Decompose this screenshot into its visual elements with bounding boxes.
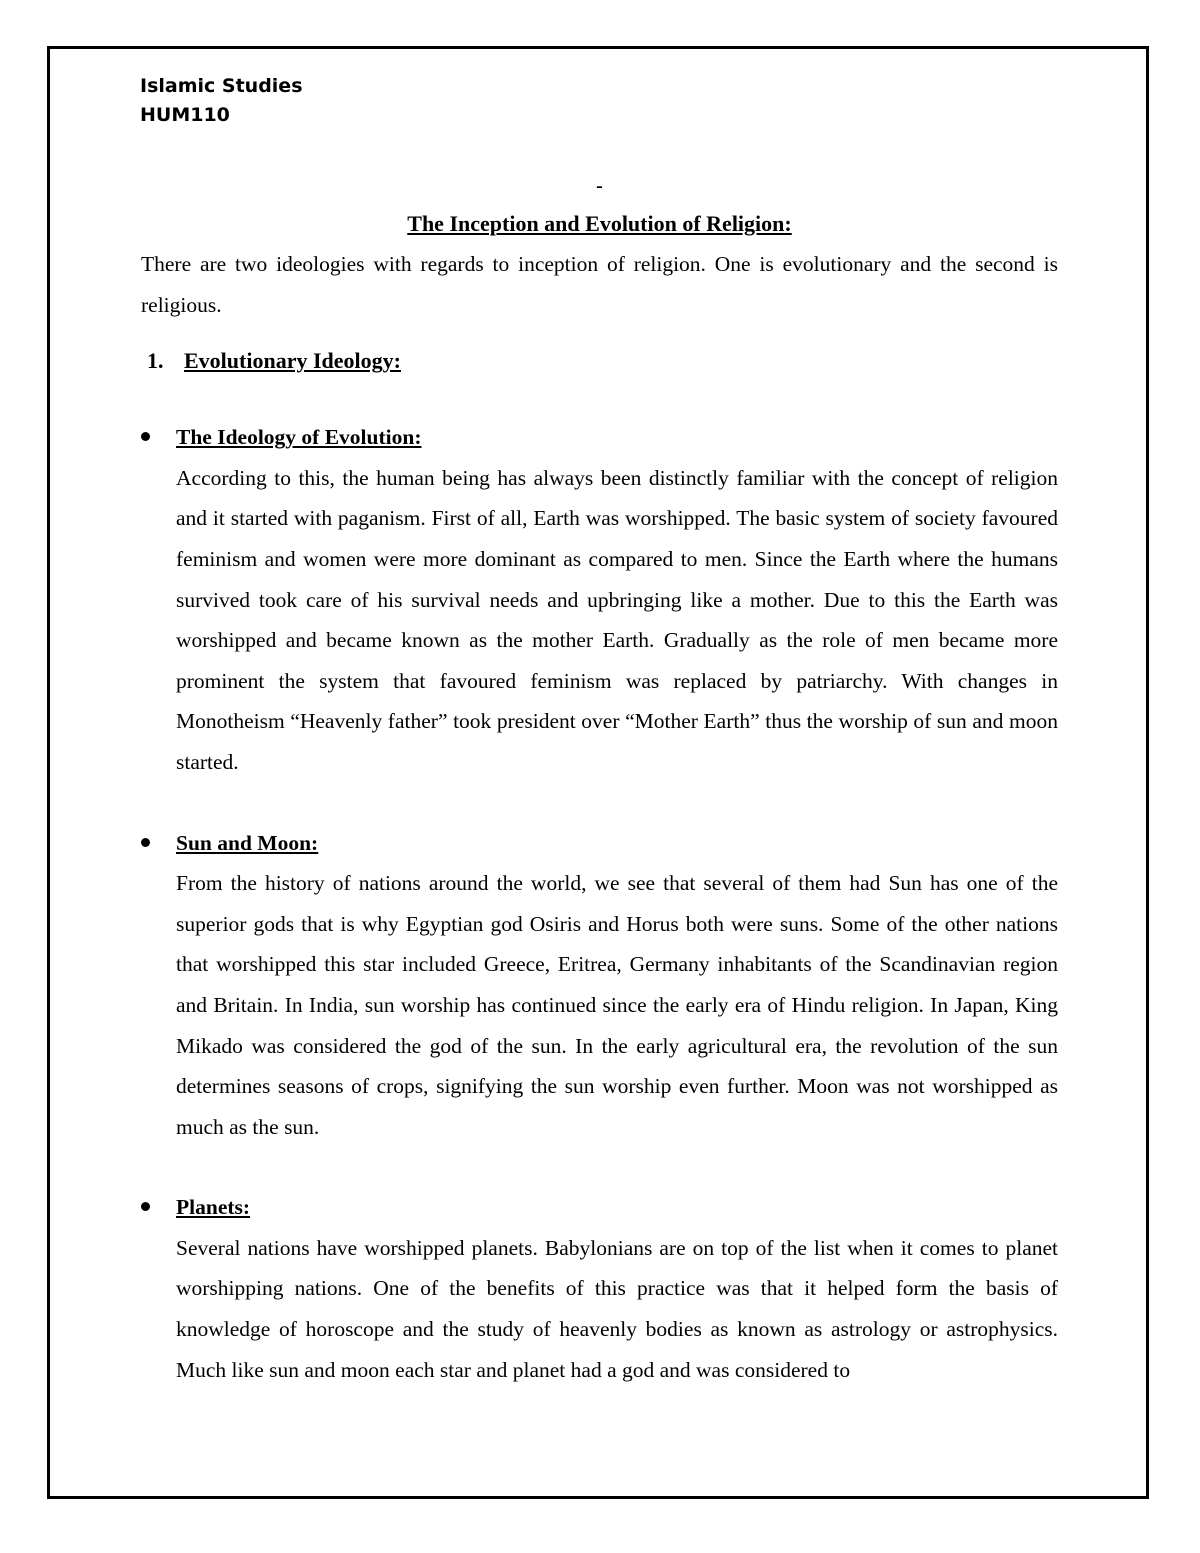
section-planets (141, 1187, 1058, 1390)
heading-text: Evolutionary Ideology: (184, 348, 401, 374)
section-ideology-of-evolution (141, 417, 1058, 782)
intro-paragraph: There are two ideologies with regards to inception of religion. One is evolutionary and the second is religious. (141, 252, 1058, 317)
section-body: Several nations have worshipped planets. Babylonians are on top of the list when it comes to planet worshipping nations. One of the benefits of this practice was that it helped form the basis of knowledge of horoscope and the study of heavenly bodies as known as astrology or astrophysics. Much like sun and moon each star and planet had a god and was considered to (176, 1235, 1058, 1382)
bullet-icon (141, 1202, 150, 1211)
section-body: From the history of nations around the world, we see that several of them had Sun has one of the superior gods that is why Egyptian god Osiris and Horus both were suns. Some of the other nations that worshipped this star included Greece, Eritrea, Germany inhabitants of the Scandinavian region and Britain. In India, sun worship has continued since the early era of Hindu religion. In Japan, King Mikado was considered the god of the sun. In the early agricultural era, the revolution of the sun determines seasons of crops, signifying the sun worship even further. Moon was not worshipped as much as the sun. (176, 871, 1058, 1139)
heading-number: 1. (147, 348, 164, 374)
separator-dash: - (596, 175, 603, 197)
document-title: The Inception and Evolution of Religion: (407, 211, 792, 236)
section-title: Planets: (176, 1195, 251, 1220)
section-title: Sun and Moon: (176, 830, 319, 855)
section-title: The Ideology of Evolution: (176, 425, 422, 450)
bullet-icon (141, 432, 150, 441)
bullet-icon (141, 838, 150, 847)
document-header (140, 72, 303, 130)
section-sun-and-moon (141, 823, 1058, 1148)
course-name: Islamic Studies (140, 75, 303, 97)
course-code: HUM110 (140, 104, 230, 126)
section-body: According to this, the human being has always been distinctly familiar with the concept of religion and it started with paganism. First of all, Earth was worshipped. The basic system of society favoured feminism and women were more dominant as compared to men. Since the Earth where the humans survived took care of his survival needs and upbringing like a mother. Due to this the Earth was worshipped and became known as the mother Earth. Gradually as the role of men became more prominent the system that favoured feminism was replaced by patriarchy. With changes in Monotheism “Heavenly father” took president over “Mother Earth” thus the worship of sun and moon started. (176, 465, 1058, 774)
document-body (141, 168, 1058, 1390)
numbered-heading (141, 339, 1058, 383)
